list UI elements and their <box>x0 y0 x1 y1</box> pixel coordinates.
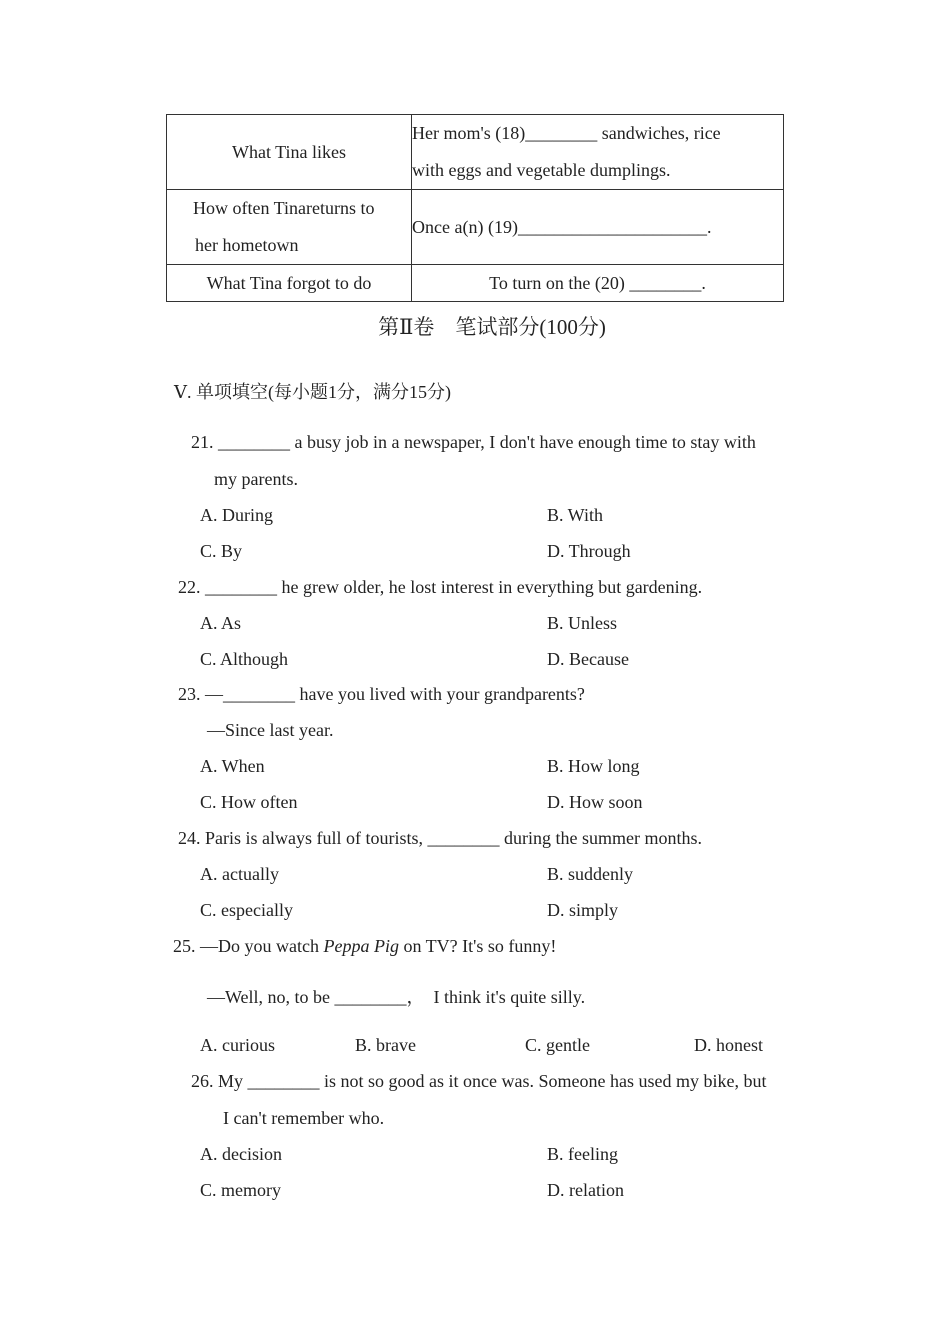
part-heading: Ⅴ. 单项填空(每小题1分，满分15分) <box>174 382 451 402</box>
question-22-option-d: D. Because <box>547 649 629 669</box>
question-26-option-b: B. feeling <box>547 1144 618 1164</box>
table-cell-label <box>167 190 412 265</box>
question-24-option-a: A. actually <box>200 864 279 884</box>
table-cell-value: Once a(n) (19)_____________________. <box>412 190 784 265</box>
question-22-stem: 22. ________ he grew older, he lost interest in everything but gardening. <box>178 577 703 597</box>
question-21-option-c: C. By <box>200 541 243 561</box>
question-21-option-b: B. With <box>547 505 603 525</box>
question-22-option-b: B. Unless <box>547 613 618 633</box>
question-25-stem-cont: —Well, no, to be ________， I think it's quite silly. <box>207 987 586 1007</box>
question-26-option-c: C. memory <box>200 1180 281 1200</box>
question-23-option-c: C. How often <box>200 792 298 812</box>
table-cell-label: What Tina forgot to do <box>167 265 412 302</box>
question-21-option-a: A. During <box>200 505 273 525</box>
question-25-option-d: D. honest <box>694 1035 763 1055</box>
question-26-option-d: D. relation <box>547 1180 624 1200</box>
question-23-option-d: D. How soon <box>547 792 643 812</box>
question-23-option-a: A. When <box>200 756 265 776</box>
question-24-stem: 24. Paris is always full of tourists, ________ during the summer months. <box>178 828 702 848</box>
question-26-option-a: A. decision <box>200 1144 282 1164</box>
question-26-stem-cont: I can't remember who. <box>223 1108 385 1128</box>
question-21-stem: 21. ________ a busy job in a newspaper, I don't have enough time to stay with <box>191 432 756 452</box>
stem-text: 25. —Do you watch <box>173 936 324 956</box>
cell-line: with eggs and vegetable dumplings. <box>412 160 671 180</box>
question-22-option-a: A. As <box>200 613 242 633</box>
question-23-stem: 23. —________ have you lived with your grandparents? <box>178 684 585 704</box>
table-cell-value <box>412 115 784 190</box>
table-cell-value: To turn on the (20) ________. <box>412 265 784 302</box>
question-25-stem <box>173 937 556 955</box>
question-26-stem: 26. My ________ is not so good as it once was. Someone has used my bike, but <box>191 1071 767 1091</box>
show-title: Peppa Pig <box>323 936 399 956</box>
question-25-option-a: A. curious <box>200 1035 275 1055</box>
cell-line: How often Tinareturns to <box>193 198 375 218</box>
table-row <box>167 115 784 190</box>
stem-text: on TV? It's so funny! <box>398 936 557 956</box>
section-title: 第Ⅱ卷 笔试部分(100分) <box>378 315 606 339</box>
question-21-stem-cont: my parents. <box>214 469 298 489</box>
cell-line: Her mom's (18)________ sandwiches, rice <box>412 123 721 143</box>
info-table <box>166 114 784 302</box>
question-23-option-b: B. How long <box>547 756 640 776</box>
question-25-option-c: C. gentle <box>525 1035 590 1055</box>
table-cell-label: What Tina likes <box>167 115 412 190</box>
question-25-option-b: B. brave <box>355 1035 416 1055</box>
table-row <box>167 190 784 265</box>
question-23-stem-cont: —Since last year. <box>207 720 334 740</box>
question-24-option-c: C. especially <box>200 900 293 920</box>
cell-line: her hometown <box>195 235 299 255</box>
question-24-option-d: D. simply <box>547 900 619 920</box>
question-22-option-c: C. Although <box>200 649 289 669</box>
table-row <box>167 265 784 302</box>
question-21-option-d: D. Through <box>547 541 631 561</box>
question-24-option-b: B. suddenly <box>547 864 634 884</box>
